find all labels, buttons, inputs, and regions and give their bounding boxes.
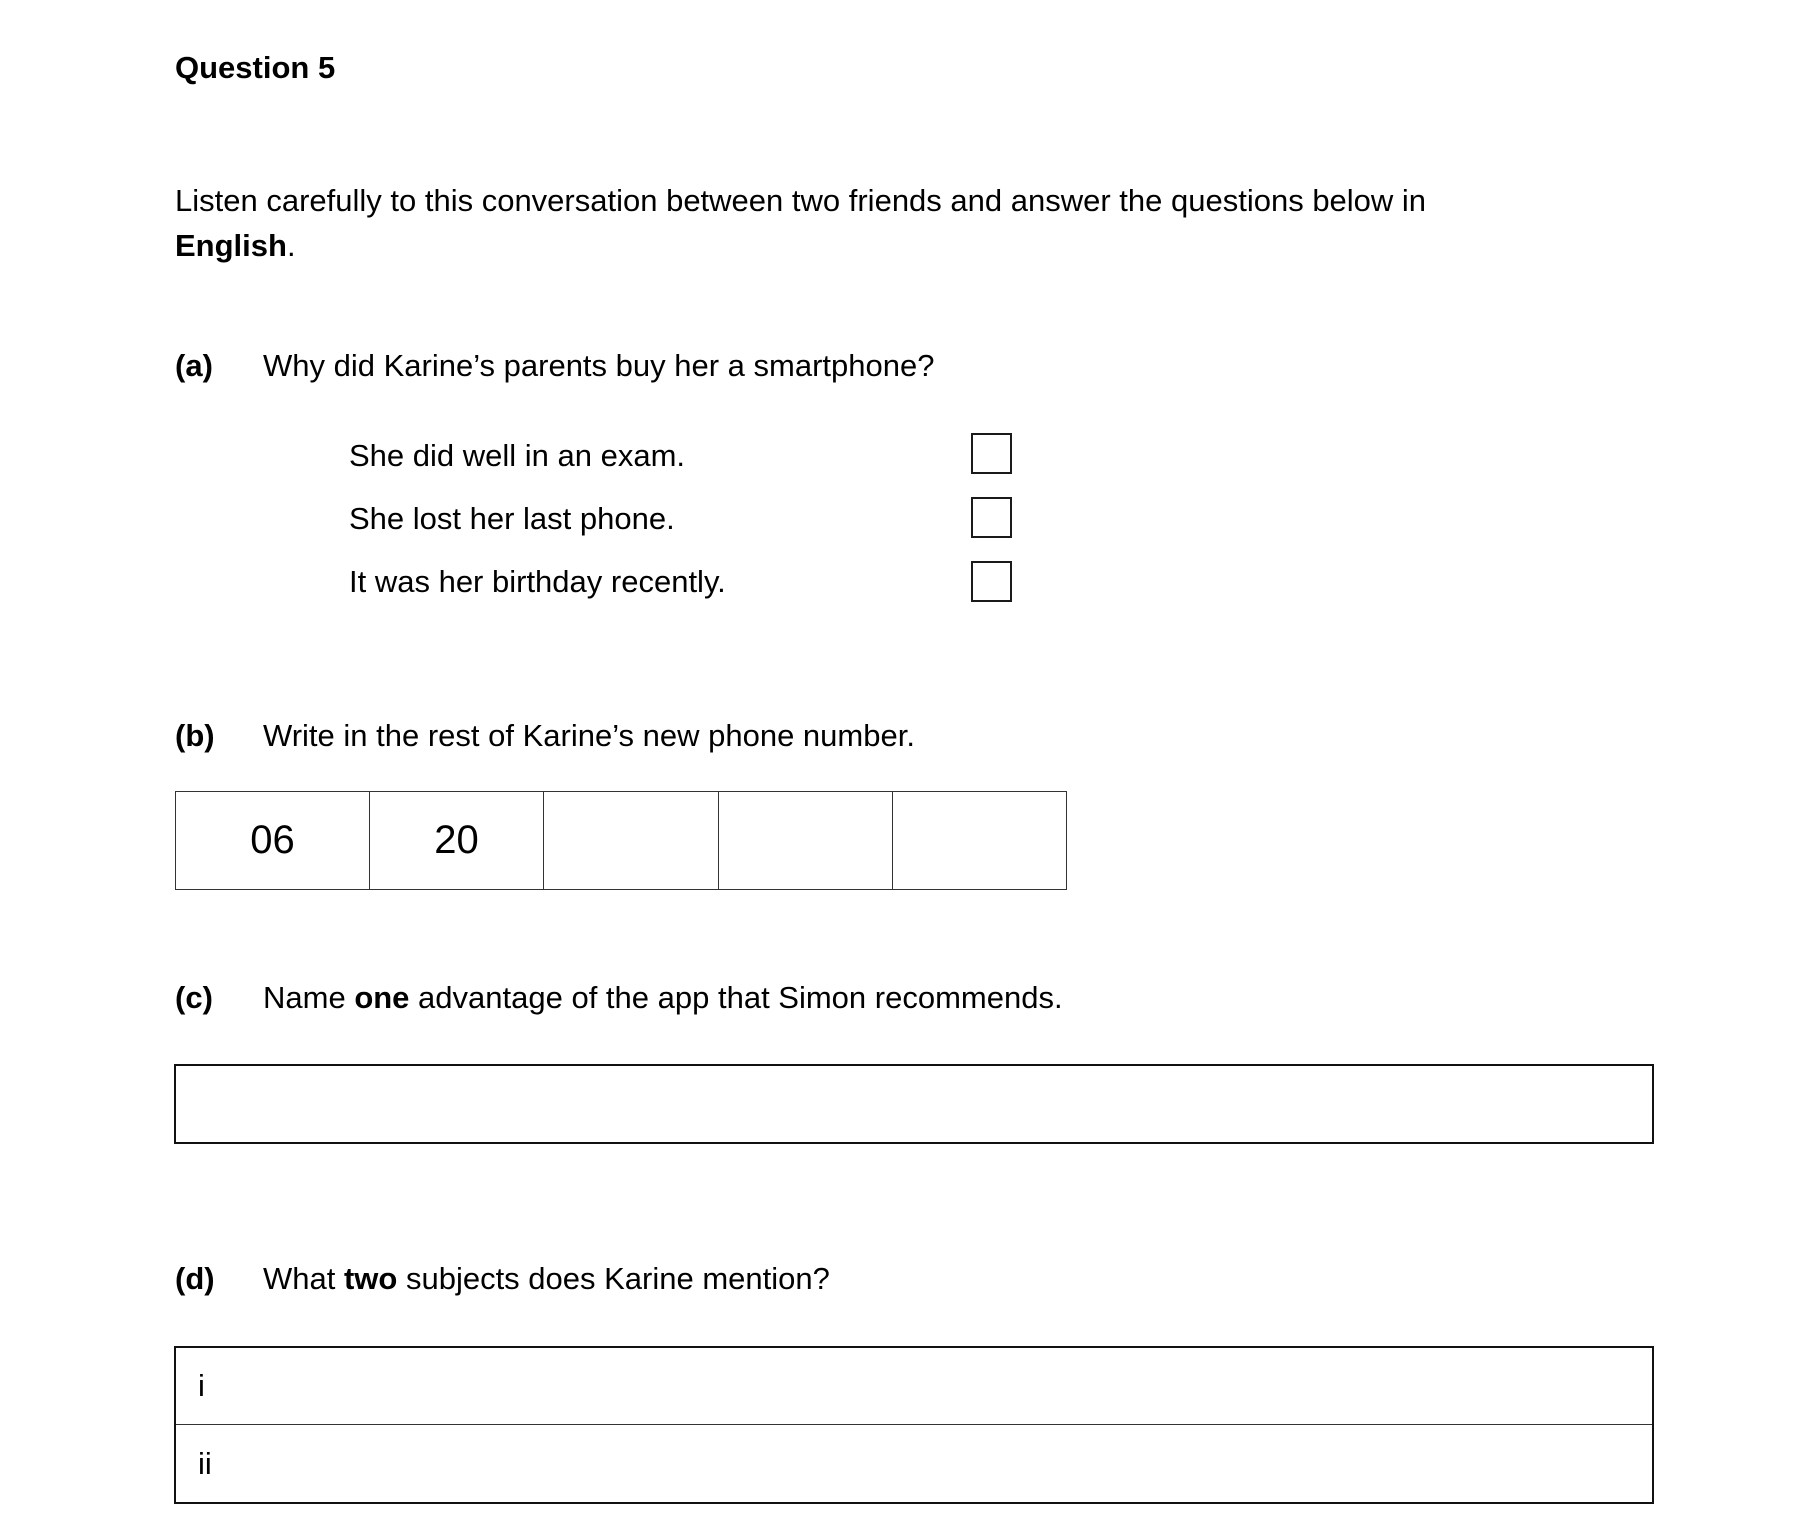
phone-cell-3-input[interactable] — [544, 792, 719, 889]
phone-cell-2: 20 — [370, 792, 544, 889]
part-d-answer-row-1[interactable] — [176, 1348, 1652, 1425]
option-a-3-checkbox[interactable] — [971, 561, 1012, 602]
part-d-answer-table — [174, 1346, 1654, 1504]
option-a-2-checkbox[interactable] — [971, 497, 1012, 538]
part-b-label: (b) — [175, 718, 215, 753]
part-a-prompt: Why did Karine’s parents buy her a smartphone? — [263, 348, 935, 383]
option-a-1-text: She did well in an exam. — [349, 438, 686, 473]
part-a-label: (a) — [175, 348, 213, 383]
phone-cell-1: 06 — [176, 792, 370, 889]
option-a-1-checkbox[interactable] — [971, 433, 1012, 474]
part-d-row-1-label: i — [198, 1368, 205, 1403]
phone-cell-5-input[interactable] — [893, 792, 1066, 889]
part-d-label: (d) — [175, 1261, 215, 1296]
part-d-answer-row-2[interactable] — [176, 1425, 1652, 1502]
part-c-prompt-bold: one — [354, 980, 410, 1015]
option-a-2-text: She lost her last phone. — [349, 501, 675, 536]
phone-cell-4-input[interactable] — [719, 792, 893, 889]
part-c-answer-box[interactable] — [174, 1064, 1654, 1144]
part-d-prompt-pre: What — [263, 1261, 344, 1296]
intro-period: . — [286, 228, 296, 263]
part-c-prompt-post: advantage of the app that Simon recommends. — [409, 980, 1063, 1015]
intro-instructions — [175, 178, 1426, 268]
intro-line-1: Listen carefully to this conversation between two friends and answer the questions below in — [175, 183, 1427, 218]
intro-bold-language: English — [175, 228, 287, 263]
intro-line-2 — [175, 223, 1426, 268]
part-d-row-2-label: ii — [198, 1445, 212, 1481]
part-b-prompt-row — [175, 718, 915, 754]
question-title: Question 5 — [175, 50, 336, 85]
part-c-label: (c) — [175, 980, 213, 1015]
part-b-prompt: Write in the rest of Karine’s new phone number. — [263, 718, 915, 753]
part-a-prompt-row — [175, 348, 934, 384]
phone-number-table — [175, 791, 1067, 890]
part-d-prompt-post: subjects does Karine mention? — [397, 1261, 830, 1296]
part-d-prompt-row — [175, 1261, 830, 1297]
part-c-prompt-row — [175, 980, 1063, 1016]
part-d-prompt-bold: two — [343, 1261, 398, 1296]
option-a-3-text: It was her birthday recently. — [349, 564, 726, 599]
part-c-prompt-pre: Name — [263, 980, 355, 1015]
